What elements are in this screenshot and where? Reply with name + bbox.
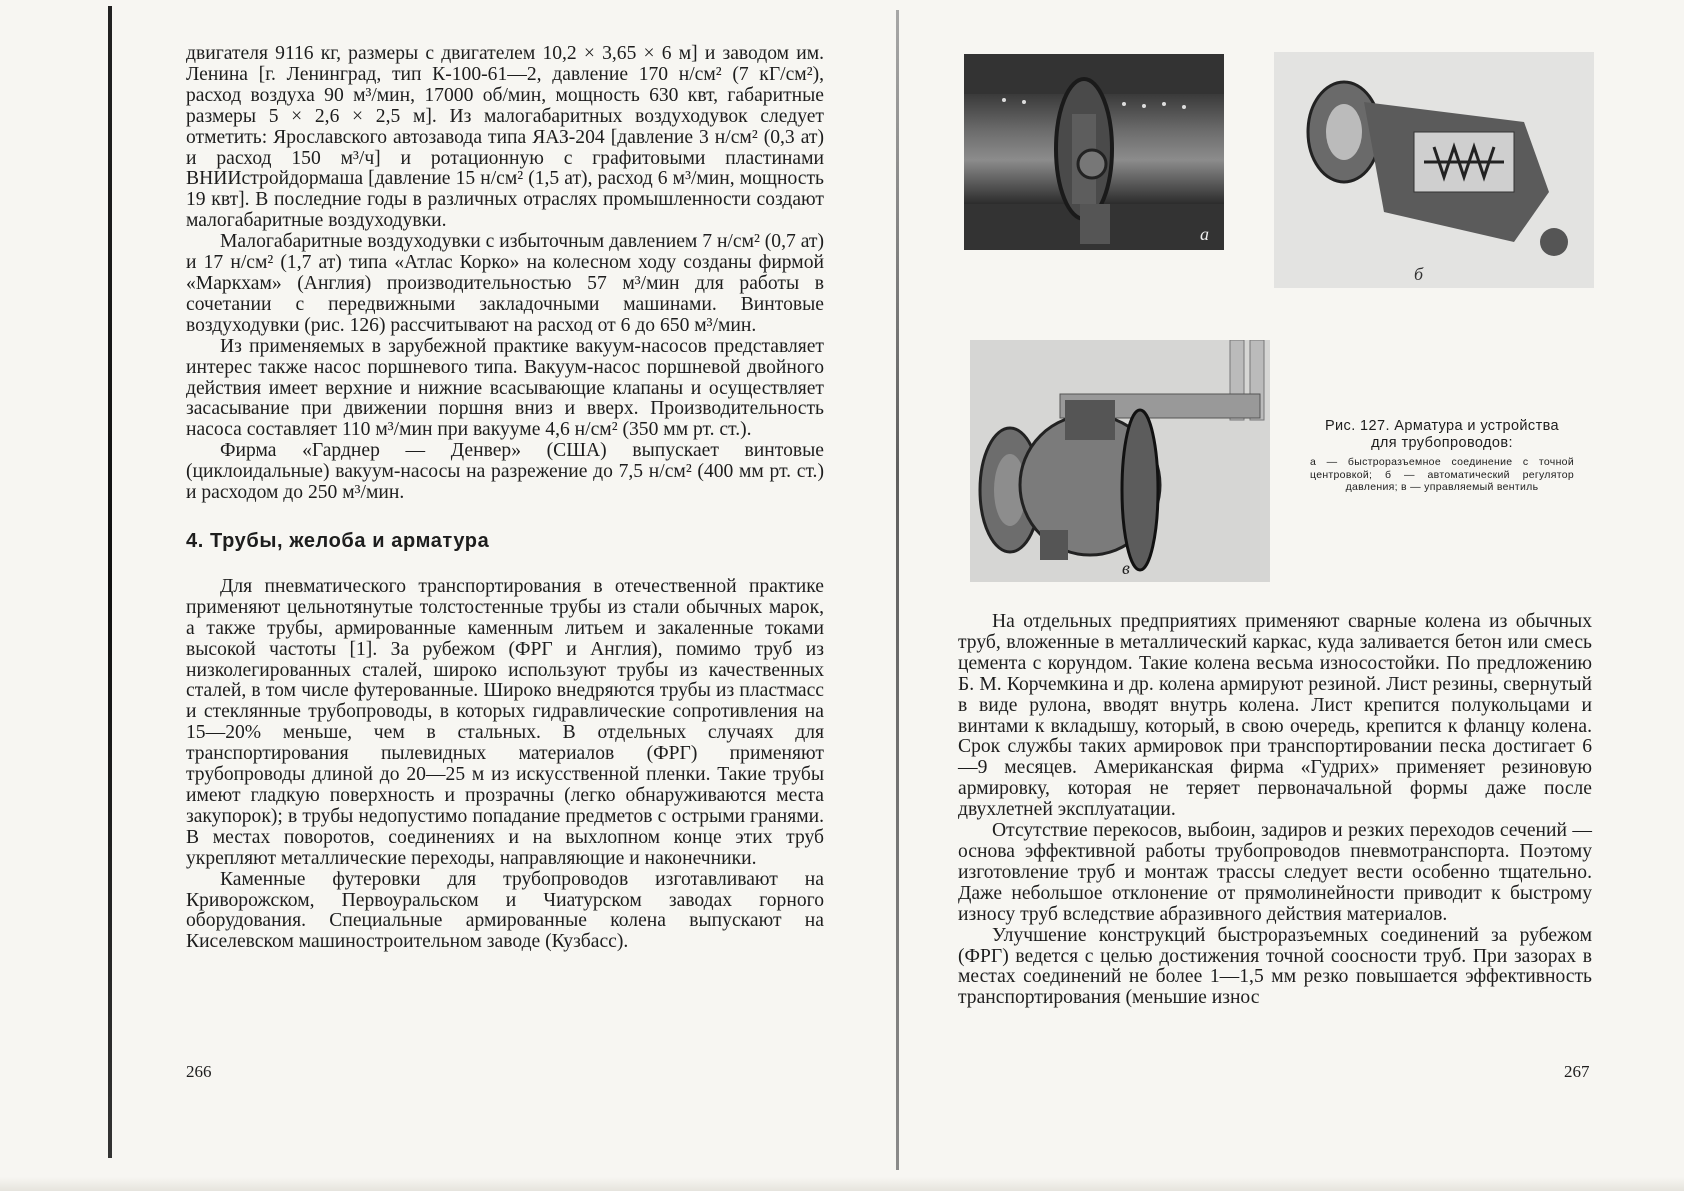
figure-v-label: в — [1122, 558, 1130, 578]
figure-a-photo — [964, 54, 1224, 250]
paragraph: двигателя 9116 кг, размеры с двигателем 10,2 × 3,65 × 6 м] и заводом им. Ленина [г. Ленинград, тип К-100-61—2, давление 170 н/см² (7 кГ/см²), расход воздуха 90 м³/мин, 17000 об/мин, мощность 630 квт, габаритные размеры 5 × 2,6 × 2,5 м]. Из малогабаритных воздуходувок следует отметить: Ярославского автозавода типа ЯАЗ-204 [давление 3 н/см² (0,3 ат) и расход 150 м³/ч] и ротационную с графитовыми пластинами ВНИИстройдормаша [давление 15 н/см² (1,5 ат), расход 6 м³/мин, мощность 19 квт]. В последние годы в различных отраслях промышленности создают малогабаритные воздуходувки. — [186, 43, 824, 232]
caption-body: а — быстроразъемное соединение с точной центровкой; б — автоматический регулятор давления; в — управляемый вентиль — [1310, 456, 1574, 493]
paragraph: Малогабаритные воздуходувки с избыточным давлением 7 н/см² (0,7 ат) и 17 н/см² (1,7 ат) типа «Атлас Корко» на колесном ходу созданы фирмой «Маркхам» (Англия) производительностью 57 м³/мин для работы в сочетании с передвижными закладочными машинами. Винтовые воздуходувки (рис. 126) рассчитывают на расход от 6 до 650 м³/мин. — [186, 231, 824, 336]
caption-title: Рис. 127. Арматура и устройства для трубопроводов: — [1324, 418, 1560, 451]
left-page-text — [186, 44, 824, 953]
page-number-left: 266 — [186, 1062, 212, 1081]
paragraph: Из применяемых в зарубежной практике вакуум-насосов представляет интерес также насос поршневого типа. Вакуум-насос поршневой двойного действия имеет верхние и нижние всасывающие клапаны и осуществляет засасывание при движении поршня вниз и вверх. Производительность насоса составляет 110 м³/мин при вакууме 4,6 н/см² (350 мм рт. ст.). — [186, 335, 824, 441]
page-number-right: 267 — [1564, 1062, 1590, 1081]
paragraph: Улучшение конструкций быстроразъемных соединений за рубежом (ФРГ) ведется с целью достижения точной соосности труб. При зазорах в местах соединений не более 1—1,5 мм резко повышается эффективность транспортирования (меньшие износ — [958, 924, 1592, 1009]
page-bottom-edge — [0, 1177, 1684, 1191]
figure-caption — [1310, 418, 1574, 494]
figure-b-photo — [1274, 52, 1594, 288]
section-heading: 4. Трубы, желоба и арматура — [186, 529, 490, 552]
left-edge-shadow — [108, 6, 112, 1158]
paragraph: Каменные футеровки для трубопроводов изготавливают на Криворожском, Первоуральском и Чиатурском заводах горного оборудования. Специальные армированные колена выпускают на Киселевском машиностроительном заводе (Кузбасс). — [186, 868, 824, 953]
figure-a-label: а — [1200, 224, 1209, 244]
paragraph: Отсутствие перекосов, выбоин, задиров и резких переходов сечений — основа эффективной работы трубопроводов пневмотранспорта. Поэтому изготовление труб и монтаж трассы следует вести особенно тщательно. Даже небольшое отклонение от прямолинейности приводит к быстрому износу труб вследствие абразивного действия материалов. — [958, 820, 1592, 925]
paragraph: Фирма «Гарднер — Денвер» (США) выпускает винтовые (циклоидальные) вакуум-насосы на разрежение до 7,5 н/см² (400 мм рт. ст.) и расходом до 250 м³/мин. — [186, 440, 824, 504]
paragraph: На отдельных предприятиях применяют сварные колена из обычных труб, вложенные в металлический каркас, куда заливается бетон или смесь цемента с корундом. Такие колена весьма износостойки. По предложению Б. М. Корчемкина и др. колена армируют резиной. Лист резины, свернутый в виде рулона, вводят внутрь колена. Лист крепится полукольцами и винтами к вкладышу, который, в свою очередь, крепится к фланцу колена. Срок службы таких армировок при транспортировании песка достигает 6—9 месяцев. Американская фирма «Гудрих» применяет резиновую армировку, которая не теряет первоначальной формы даже после двухлетней эксплуатации. — [958, 611, 1592, 821]
paragraph: Для пневматического транспортирования в отечественной практике применяют цельнотянутые толстостенные трубы из стали обычных марок, а также трубы, армированные каменным литьем и закаленные токами высокой частоты [1]. За рубежом (ФРГ и Англия), помимо труб из низколегированных сталей, широко используют трубы из качественных сталей, в том числе футерованные. Широко внедряются трубы из пластмасс и стеклянные трубопроводы, в которых гидравлические сопротивления на 15—20% меньше, чем в стальных. В отдельных случаях для транспортирования пылевидных материалов (ФРГ) применяют трубопроводы длиной до 20—25 м из искусственной пленки. Такие трубы имеют гладкую поверхность и прозрачны (легко обнаруживаются места закупорок); в трубы недопустимо попадание предметов с острыми гранями. В местах поворотов, соединениях и на выхлопном конце этих труб укрепляют металлические переходы, направляющие и наконечники. — [186, 575, 824, 869]
page-fold — [896, 10, 899, 1170]
right-page-text — [958, 612, 1592, 1009]
figure-b-label: б — [1414, 264, 1424, 284]
figure-v-photo — [970, 340, 1270, 582]
